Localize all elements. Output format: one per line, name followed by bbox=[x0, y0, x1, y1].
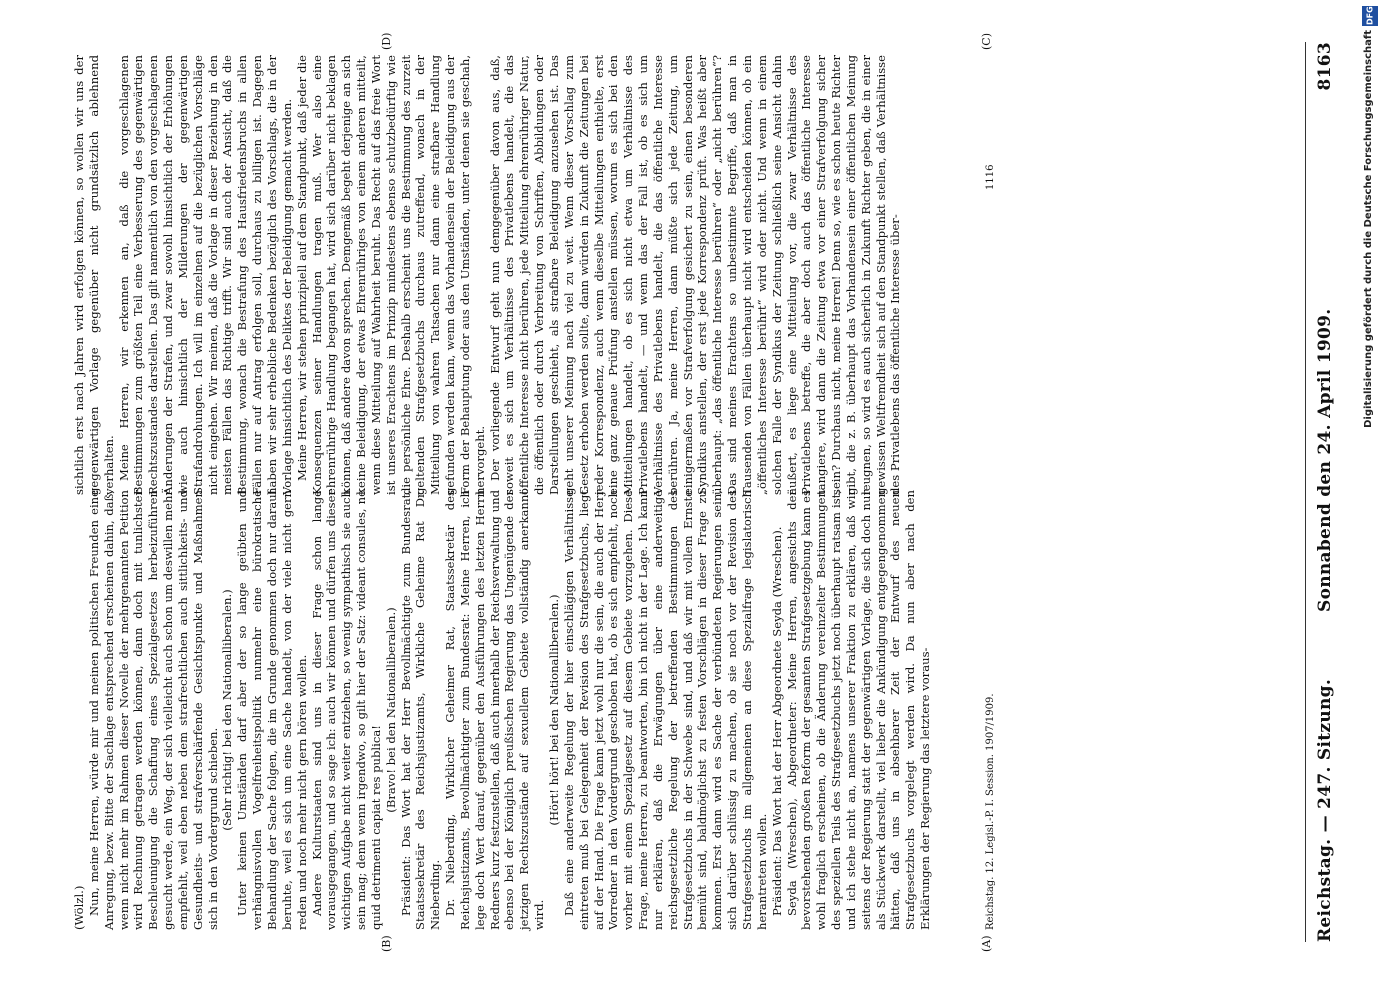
margin-letter-b: (B) bbox=[380, 935, 393, 952]
right-column bbox=[72, 55, 903, 495]
dfg-credit-text: Digitalisierung gefördert durch die Deutsche Forschungsgemeinschaft bbox=[1363, 30, 1374, 428]
footer-session: Reichstag. 12. Legisl.-P. I. Session. 1907/1909. bbox=[985, 693, 996, 930]
page-number: 8163 bbox=[1315, 42, 1335, 91]
dfg-logo: DFG bbox=[1362, 6, 1378, 26]
paragraph: (Wölzl.) bbox=[72, 885, 86, 930]
paragraph: Meine Herren, wir stehen prinzipiell auf dem Standpunkt, daß jeder die Konsequenzen seiner Handlungen tragen muß. Wer also eine ehrenrührige Handlung begangen hat, wird sich darüber nicht beklagen können, daß andere davon sprechen. Demgemäß begeht derjenige an sich keine Beleidigung, der etwas Ehrenrühriges von einem anderen mitteilt, wenn diese Mitteilung auf Wahrheit beruht. Das Recht auf das freie Wort ist unseres Erachtens im Prinzip mindestens ebenso schutzbedürftig wie die persönliche Ehre. Deshalb erscheint uns die Bestimmung des zurzeit geltenden Strafgesetzbuchs durchaus zutreffend, wonach in der Mitteilung von wahren Tatsachen nur dann eine strafbare Handlung gefunden werden kann, wenn das Vorhandensein der Beleidigung aus der Form der Behauptung oder aus den Umständen, unter denen sie geschah, hervorgeht. bbox=[294, 55, 487, 495]
paragraph: (Hört! hört! bei den Nationalliberalen.) bbox=[547, 594, 561, 826]
paragraph: Unter keinen Umständen darf aber der so lange geübten und verhängnisvollen Vogelfreiheitspolitik nunmehr eine bürokratische Behandlung der Sache folgen, die im Grunde genommen doch nur darauf beruhte, weil es sich um eine Sache handelt, von der viele nicht gern reden und noch mehr nicht gern hören wollen. bbox=[235, 490, 309, 930]
paragraph: Der vorliegende Entwurf geht nun demgegenüber davon aus, daß, soweit es sich um Verhältnisse des Privatlebens handelt, die das öffentliche Interesse nicht berühren, jede Mitteilung ehrenrühriger Natur, die öffentlich oder durch Verbreitung von Schriften, Abbildungen oder Darstellungen geschieht, als strafbare Beleidigung anzusehen ist. Das geht unserer Meinung nach viel zu weit. Wenn dieser Vorschlag zum Gesetz erhoben werden sollte, dann würden in Zukunft die Zeitungen bei jeder Korrespondenz, auch wenn dieselbe Mitteilungen enthielte, erst eine ganz genaue Prüfung anstellen müssen, worum es sich bei den Mitteilungen handelt, ob es sich nicht etwa um Verhältnisse des Privatlebens handelt, — und wenn das der Fall ist, ob es sich um Verhältnisse des Privatlebens handelt, die das öffentliche Interesse berühren. Ja, meine Herren, dann müßte sich jede Zeitung, um einigermaßen vor Strafverfolgung gesichert zu sein, einen besonderen Syndikus anstellen, der erst jede Korrespondenz prüft. Was heißt aber überhaupt: „das öffentliche Interesse berühren“ oder „nicht berühren“? Das sind meines Erachtens so unbestimmte Begriffe, daß man in Tausenden von Fällen überhaupt nicht wird entscheiden können, ob ein „öffentliches Interesse berührt“ wird oder nicht. Und wenn in einem solchen Falle der Syndikus der Zeitung schließlich seine Ansicht dahin äußert, es liege eine Mitteilung vor, die zwar Verhältnisse des Privatlebens betreffe, die aber doch auch das öffentliche Interesse tangiere, wird dann die Zeitung etwa vor einer Strafverfolgung sicher sein? Durchaus nicht, meine Herren! Denn so, wie es schon heute Richter gibt, die z. B. überhaupt das Vorhandensein einer öffentlichen Meinung leugnen, so wird es auch sicherlich in Zukunft Richter geben, die in einer gewissen Weltfremdheit sich auf den Standpunkt stellen, daß Verhältnisse des Privatlebens das öffentliche Interesse über- bbox=[487, 55, 903, 495]
page-header bbox=[1315, 42, 1345, 942]
dfg-credit bbox=[1360, 0, 1382, 700]
header-rule bbox=[1305, 42, 1306, 942]
paragraph: Meine Herren, wir erkennen an, daß die vorgeschlagenen Bestimmungen zum größten Teil eine Verbesserung des gegenwärtigen Rechtszustandes darstellen. Das gilt namentlich von den vorgeschlagenen Änderungen der Strafen, und zwar sowohl hinsichtlich der Erhöhungen wie auch hinsichtlich der Milderungen der gegenwärtigen Strafandrohungen. Ich will im einzelnen auf die bezüglichen Vorschläge nicht eingehen. Wir meinen, daß die Vorlage in dieser Beziehung in den meisten Fällen das Richtige trifft. Wir sind auch der Ansicht, daß die Bestimmung, wonach die Bestrafung des Hausfriedensbruchs in allen Fällen nur auf Antrag erfolgen soll, durchaus zu billigen ist. Dagegen haben wir sehr erhebliche Bedenken bezüglich des Vorschlags, die in der Vorlage hinsichtlich des Deliktes der Beleidigung gemacht werden. bbox=[116, 55, 294, 495]
left-column bbox=[72, 490, 933, 930]
margin-letter-a: (A) bbox=[980, 935, 993, 952]
paragraph: (Sehr richtig! bei den Nationalliberalen.) bbox=[220, 589, 235, 831]
margin-letter-c: (C) bbox=[980, 33, 993, 50]
header-title: Reichstag. — 247. Sitzung. bbox=[1315, 678, 1335, 942]
paragraph: Daß eine anderweite Regelung der hier einschlägigen Verhältnisse eintreten muß bei Gelegenheit der Revision des Strafgesetzbuchs, liegt auf der Hand. Die Frage kann jetzt wohl nur die sein, die auch der Herr Vorredner in den Vordergrund geschoben hat, ob es sich empfiehlt, noch vorher mit einem Spezialgesetz auf diesem Gebiete vorzugehen. Diese Frage, meine Herren, zu beantworten, bin ich nicht in der Lage. Ich kann nur erklären, daß die Erwägungen über eine anderweitige reichsgesetzliche Regelung der betreffenden Bestimmungen des Strafgesetzbuchs in der Schwebe sind, und daß wir mit vollem Ernste bemüht sind, baldmöglichst zu festen Vorschlägen in dieser Frage zu kommen. Erst dann wird es Sache der verbündeten Regierungen sein, sich darüber schlüssig zu machen, ob sie noch vor der Revision des Strafgesetzbuchs im allgemeinen an diese Spezialfrage legislatorisch herantreten wollen. bbox=[561, 490, 769, 930]
paragraph: sichtlich erst nach Jahren wird erfolgen können, so wollen wir uns der gegenwärtigen Vorlage gegenüber nicht grundsätzlich ablehnend verhalten. bbox=[72, 55, 116, 495]
paragraph: Präsident: Das Wort hat der Herr Abgeordnete Seyda (Wreschen). bbox=[769, 526, 784, 916]
header-date: Sonnabend den 24. April 1909. bbox=[1315, 308, 1335, 612]
margin-letter-d: (D) bbox=[380, 32, 393, 50]
paragraph: Andere Kulturstaaten sind uns in dieser Frage schon lange vorausgegangen, und so sage ich: auch wir können und dürfen uns dieser wichtigen Aufgabe nicht weiter entziehen, so wenig sympathisch sie auch sein mag; denn wenn irgendwo, so gilt hier der Satz: videant consules, ne quid detrimenti capiat res publica! bbox=[309, 490, 383, 930]
paragraph: Dr. Nieberding, Wirklicher Geheimer Rat, Staatssekretär des Reichsjustizamts, Bevollmächtigter zum Bundesrat: Meine Herren, ich lege doch Wert darauf, gegenüber den Ausführungen des letzten Herrn Redners kurz festzustellen, daß auch innerhalb der Reichsverwaltung und ebenso bei der Königlich preußischen Regierung das Ungenügende der jetzigen Rechtszustände auf sexuellem Gebiete vollständig anerkannt wird. bbox=[443, 490, 547, 930]
paragraph: Präsident: Das Wort hat der Herr Bevollmächtigte zum Bundesrat, Staatssekretär des Reichsjustizamts, Wirkliche Geheime Rat Dr. Nieberding. bbox=[398, 490, 443, 930]
footer-sheet-number: 1116 bbox=[985, 164, 996, 190]
paragraph: (Bravo! bei den Nationalliberalen.) bbox=[383, 607, 398, 813]
paragraph: Nun, meine Herren, würde mir und meinen politischen Freunden eine Anregung, bezw. Bitte der Sachlage entsprechend erscheinen dahin, daß, wenn nicht mehr im Rahmen dieser Novelle der mehrgenannten Petition wird Rechnung getragen werden können, dann doch mit tunlichster Beschleunigung die Schaffung eines Spezialgesetzes herbeizuführen gesucht werde, ein Weg, der sich vielleicht auch schon um deswillen mehr empfiehlt, weil eben neben dem strafrechtlichen auch sittlichkeits- und Gesundheits- und strafverschärfende Gesichtspunkte und Maßnahmen sich in den Vordergrund schieben. bbox=[86, 490, 220, 930]
paragraph: Seyda (Wreschen), Abgeordneter: Meine Herren, angesichts der bevorstehenden großen Reform der gesamten Strafgesetzgebung kann es wohl fraglich erscheinen, ob die Änderung vereinzelter Bestimmungen des speziellen Teils des Strafgesetzbuchs jetzt noch überhaupt ratsam ist, und ich stehe nicht an, namens unserer Fraktion zu erklären, daß wir seitens der Regierung statt der gegenwärtigen Vorlage, die sich doch nur als Stückwerk darstellt, viel lieber die Ankündigung entgegengenommen hätten, daß uns in absehbarer Zeit der Entwurf des neuen Strafgesetzbuchs vorgelegt werden wird. Da nun aber nach den Erklärungen der Regierung das letztere voraus- bbox=[784, 490, 933, 930]
